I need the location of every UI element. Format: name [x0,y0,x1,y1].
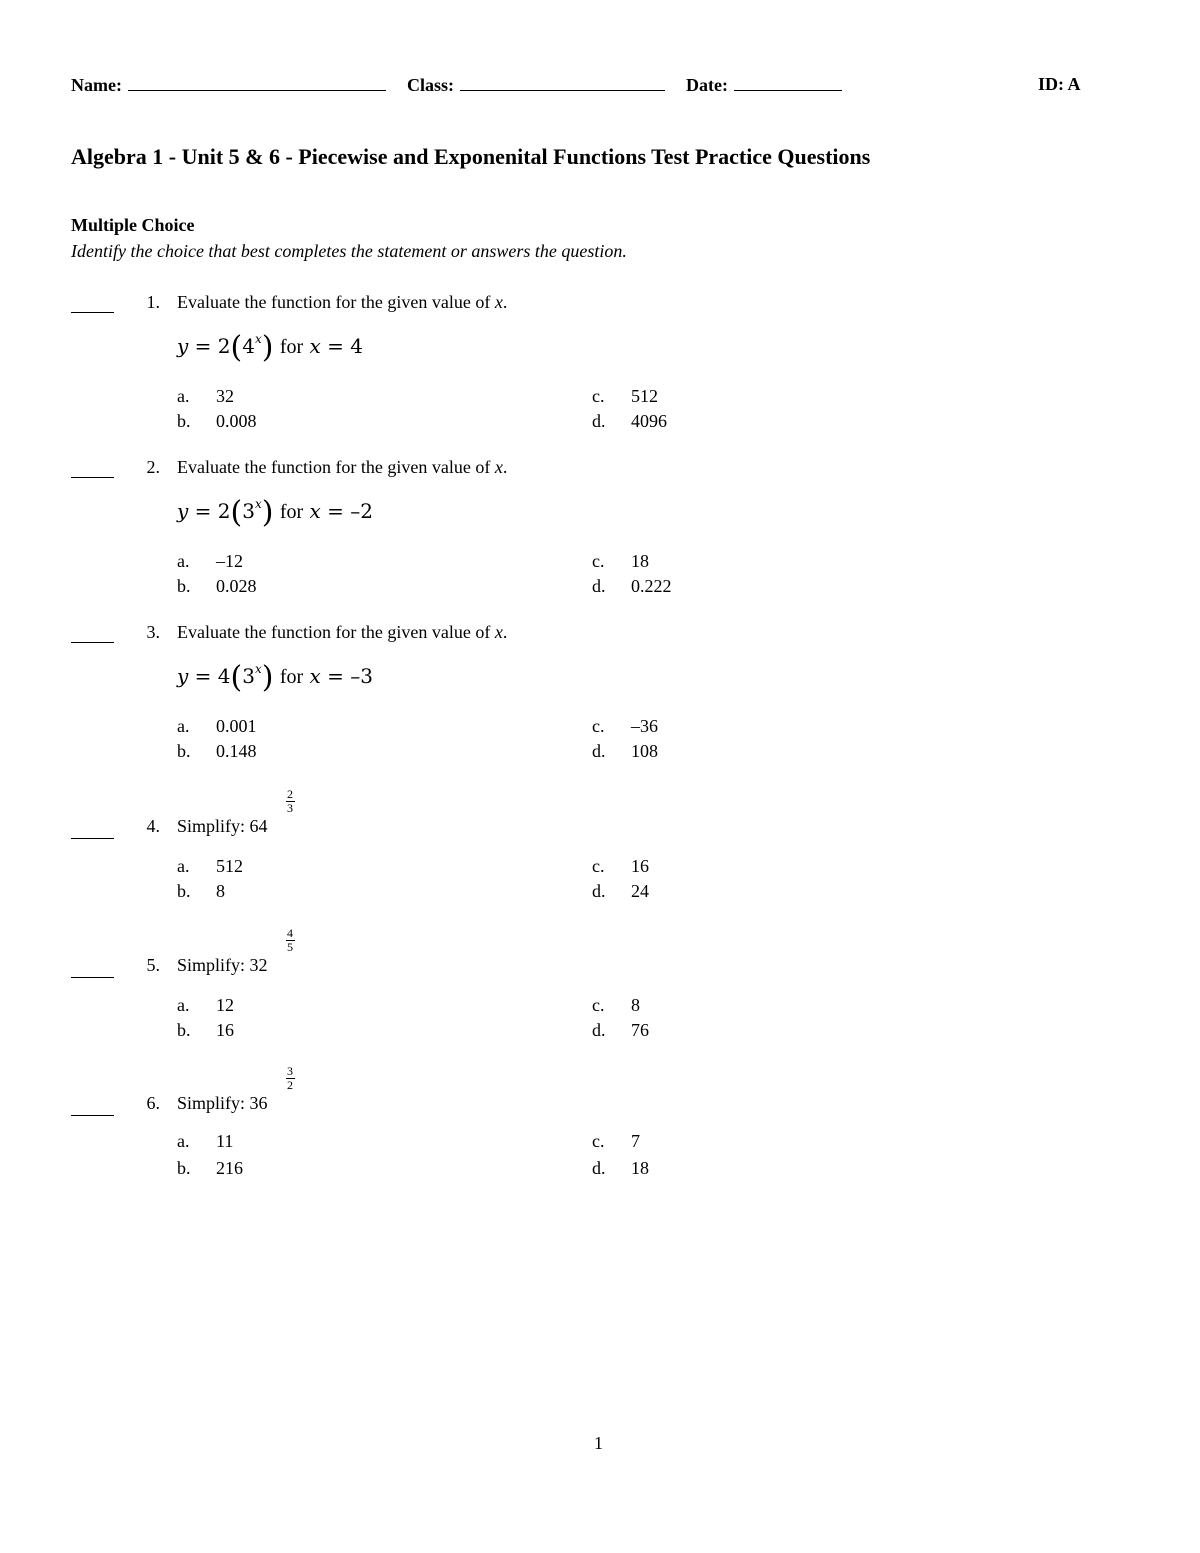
option-b: 16 [216,1020,234,1040]
option-b-label: b. [177,411,191,431]
option-b: 8 [216,881,225,901]
option-d-label: d. [592,576,606,596]
option-a: –12 [216,551,243,571]
option-b: 216 [216,1158,243,1178]
question-2 [0,455,1200,615]
class-label: Class: [407,75,455,95]
option-b: 0.148 [216,741,257,761]
question-3 [0,620,1200,780]
question-stem: Simplify: 36 [177,1093,268,1113]
base: 36 [249,1093,268,1113]
option-d: 4096 [631,411,667,431]
answer-blank[interactable] [71,838,114,839]
answer-blank[interactable] [71,1115,114,1116]
option-a-label: a. [177,1131,190,1151]
question-number: 1. [146,292,160,312]
question-stem: Evaluate the function for the given value of x. [177,622,508,642]
option-b-label: b. [177,1158,191,1178]
class-blank[interactable] [460,74,665,91]
id-label: ID: A [1038,74,1081,94]
date-field[interactable] [686,74,842,96]
option-d: 0.222 [631,576,672,596]
base: 32 [249,955,268,975]
option-d: 108 [631,741,658,761]
question-4 [0,786,1200,906]
option-b: 0.028 [216,576,257,596]
option-b-label: b. [177,576,191,596]
name-label: Name: [71,75,122,95]
name-field[interactable] [71,74,386,96]
option-d-label: d. [592,881,606,901]
option-c-label: c. [592,716,605,736]
question-stem: Evaluate the function for the given value of x. [177,292,508,312]
option-b-label: b. [177,881,191,901]
equation: $y = 2(3^x)$ for x = –2 [177,495,373,530]
option-a-label: a. [177,551,190,571]
question-stem: Simplify: 32 [177,955,268,975]
answer-blank[interactable] [71,642,114,643]
question-stem: Simplify: 64 [177,816,268,836]
option-c-label: c. [592,995,605,1015]
option-c-label: c. [592,551,605,571]
option-d-label: d. [592,1158,606,1178]
question-stem: Evaluate the function for the given value of x. [177,457,508,477]
option-a-label: a. [177,386,190,406]
date-blank[interactable] [734,74,842,91]
page-title: Algebra 1 - Unit 5 & 6 - Piecewise and Exponenital Functions Test Practice Questions [71,144,871,169]
section-instructions: Identify the choice that best completes the statement or answers the question. [71,241,627,261]
page-number: 1 [594,1433,603,1453]
section-heading: Multiple Choice [71,215,195,235]
option-a-label: a. [177,716,190,736]
option-c: 512 [631,386,658,406]
question-number: 5. [146,955,160,975]
class-field[interactable] [407,74,665,96]
option-d-label: d. [592,741,606,761]
answer-blank[interactable] [71,477,114,478]
question-number: 6. [146,1093,160,1113]
option-c-label: c. [592,386,605,406]
option-c-label: c. [592,1131,605,1151]
answer-blank[interactable] [71,977,114,978]
option-a: 12 [216,995,234,1015]
option-c: 18 [631,551,649,571]
option-a-label: a. [177,995,190,1015]
name-blank[interactable] [128,74,386,91]
answer-blank[interactable] [71,312,114,313]
question-number: 4. [146,816,160,836]
option-a: 512 [216,856,243,876]
option-b-label: b. [177,741,191,761]
option-d: 24 [631,881,649,901]
question-5 [0,925,1200,1045]
base: 64 [249,816,268,836]
option-d-label: d. [592,1020,606,1040]
option-c: 16 [631,856,649,876]
option-d-label: d. [592,411,606,431]
option-c: 7 [631,1131,640,1151]
question-number: 2. [146,457,160,477]
option-d: 18 [631,1158,649,1178]
equation: $y = 4(3^x)$ for x = –3 [177,660,373,695]
option-a: 0.001 [216,716,257,736]
fraction-exponent: 2 3 [287,787,293,815]
option-d: 76 [631,1020,649,1040]
option-c: 8 [631,995,640,1015]
option-a: 11 [216,1131,234,1151]
option-a: 32 [216,386,234,406]
question-1 [0,290,1200,450]
option-a-label: a. [177,856,190,876]
question-number: 3. [146,622,160,642]
option-b: 0.008 [216,411,257,431]
equation: $y = 2(4^x)$ for x = 4 [177,330,363,365]
fraction-exponent: 4 5 [287,926,293,954]
date-label: Date: [686,75,728,95]
option-c: –36 [631,716,658,736]
fraction-exponent: 3 2 [287,1064,293,1092]
option-b-label: b. [177,1020,191,1040]
question-6 [0,1063,1200,1183]
option-c-label: c. [592,856,605,876]
